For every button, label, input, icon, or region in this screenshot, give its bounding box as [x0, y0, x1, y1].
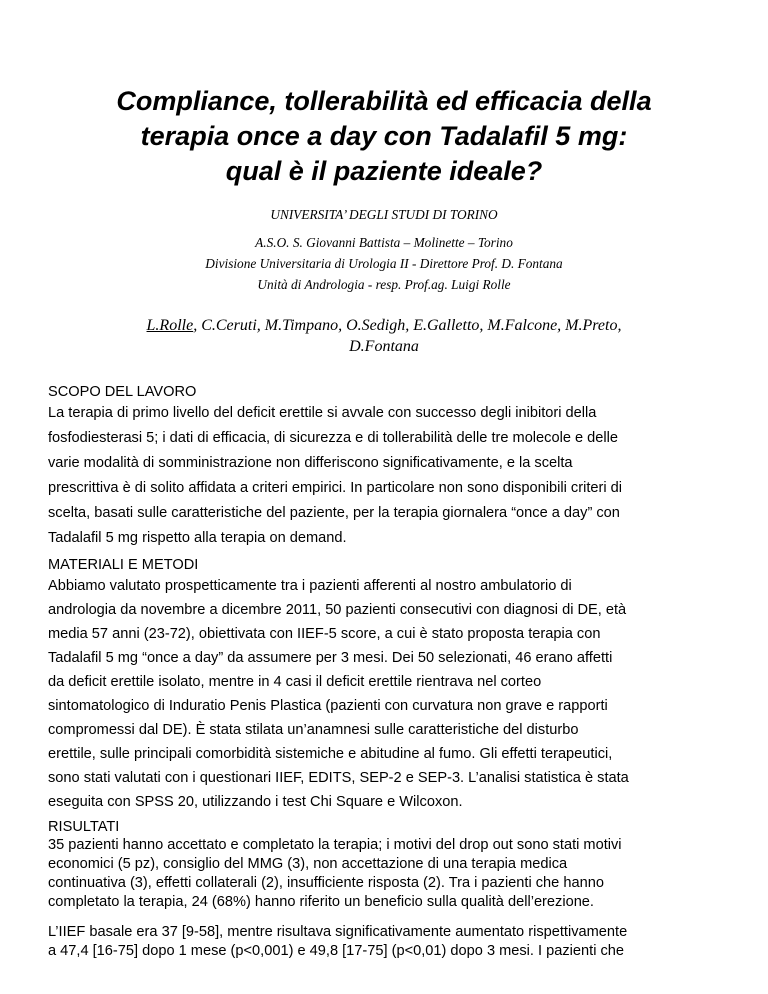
affiliation-division: Divisione Universitaria di Urologia II - Direttore Prof. D. Fontana [205, 256, 563, 271]
paragraph-line: La terapia di primo livello del deficit erettile si avvale con successo degli inibitori della [48, 405, 597, 421]
co-authors: , C.Ceruti, M.Timpano, O.Sedigh, E.Galletto, M.Falcone, M.Preto, [193, 317, 622, 334]
title-line: qual è il paziente ideale? [225, 156, 543, 186]
co-authors-line2: D.Fontana [349, 338, 419, 355]
paragraph-line: da deficit erettile isolato, mentre in 4 casi il deficit erettile rientrava nel corteo [48, 674, 542, 690]
section-heading: SCOPO DEL LAVORO [48, 384, 197, 400]
affiliation-unit: Unità di Andrologia - resp. Prof.ag. Luigi Rolle [257, 277, 511, 292]
section-risultati [48, 818, 738, 961]
paragraph-line: Abbiamo valutato prospetticamente tra i pazienti afferenti al nostro ambulatorio di [48, 578, 572, 594]
paragraph-line: media 57 anni (23-72), obiettivata con IIEF-5 score, a cui è stato proposta terapia con [48, 626, 601, 642]
paragraph-line: varie modalità di somministrazione non differiscono significativamente, e la scelta [48, 455, 573, 471]
paragraph-line: L’IIEF basale era 37 [9-58], mentre risultava significativamente aumentato rispettivamente [48, 924, 628, 940]
first-author: L.Rolle [146, 317, 194, 334]
paper-title [90, 84, 678, 189]
paragraph-line: erettile, sulle principali comorbidità sistemiche e abitudine al fumo. Gli effetti terapeutici, [48, 746, 613, 762]
paragraph-line: continuativa (3), effetti collaterali (2), insufficiente risposta (2). Tra i pazienti che hanno [48, 875, 604, 891]
affiliation-hospital: A.S.O. S. Giovanni Battista – Molinette – Torino [255, 235, 513, 250]
paragraph-line: compromessi dal DE). È stata stilata un’anamnesi sulle caratteristiche del disturbo [48, 722, 579, 738]
section-heading: RISULTATI [48, 819, 120, 835]
paragraph-line: Tadalafil 5 mg “once a day” da assumere per 3 mesi. Dei 50 selezionati, 46 erano affetti [48, 650, 613, 666]
title-line: terapia once a day con Tadalafil 5 mg: [140, 121, 628, 151]
paragraph-line: fosfodiesterasi 5; i dati di efficacia, di sicurezza e di tollerabilità delle tre molecole e delle [48, 430, 618, 446]
section-materiali [48, 556, 738, 814]
paragraph-line: prescrittiva è di solito affidata a criteri empirici. In particolare non sono disponibili criteri di [48, 480, 623, 496]
section-heading: MATERIALI E METODI [48, 557, 199, 573]
paragraph-line: scelta, basati sulle caratteristiche del paziente, per la terapia giornalera “once a day” con [48, 505, 620, 521]
affiliation-university: UNIVERSITA’ DEGLI STUDI DI TORINO [270, 207, 498, 222]
paragraph-line: completato la terapia, 24 (68%) hanno riferito un beneficio sulla qualità dell’erezione. [48, 894, 594, 910]
author-list [96, 315, 672, 357]
paragraph-line: 35 pazienti hanno accettato e completato la terapia; i motivi del drop out sono stati motivi [48, 837, 622, 853]
paragraph-line: economici (5 pz), consiglio del MMG (3), non accettazione di una terapia medica [48, 856, 568, 872]
paragraph-line: eseguita con SPSS 20, utilizzando i test Chi Square e Wilcoxon. [48, 794, 463, 810]
paragraph-line: Tadalafil 5 mg rispetto alla terapia on demand. [48, 530, 347, 546]
paragraph-line: sono stati valutati con i questionari IIEF, EDITS, SEP-2 e SEP-3. L’analisi statistica è stata [48, 770, 629, 786]
paragraph-line: andrologia da novembre a dicembre 2011, 50 pazienti consecutivi con diagnosi di DE, età [48, 602, 627, 618]
paragraph-line: sintomatologico di Induratio Penis Plastica (pazienti con curvatura non grave e rapporti [48, 698, 608, 714]
paragraph-line: a 47,4 [16-75] dopo 1 mese (p<0,001) e 49,8 [17-75] (p<0,01) dopo 3 mesi. I pazienti che [48, 943, 625, 959]
section-scopo [48, 383, 738, 551]
title-line: Compliance, tollerabilità ed efficacia della [116, 86, 652, 116]
